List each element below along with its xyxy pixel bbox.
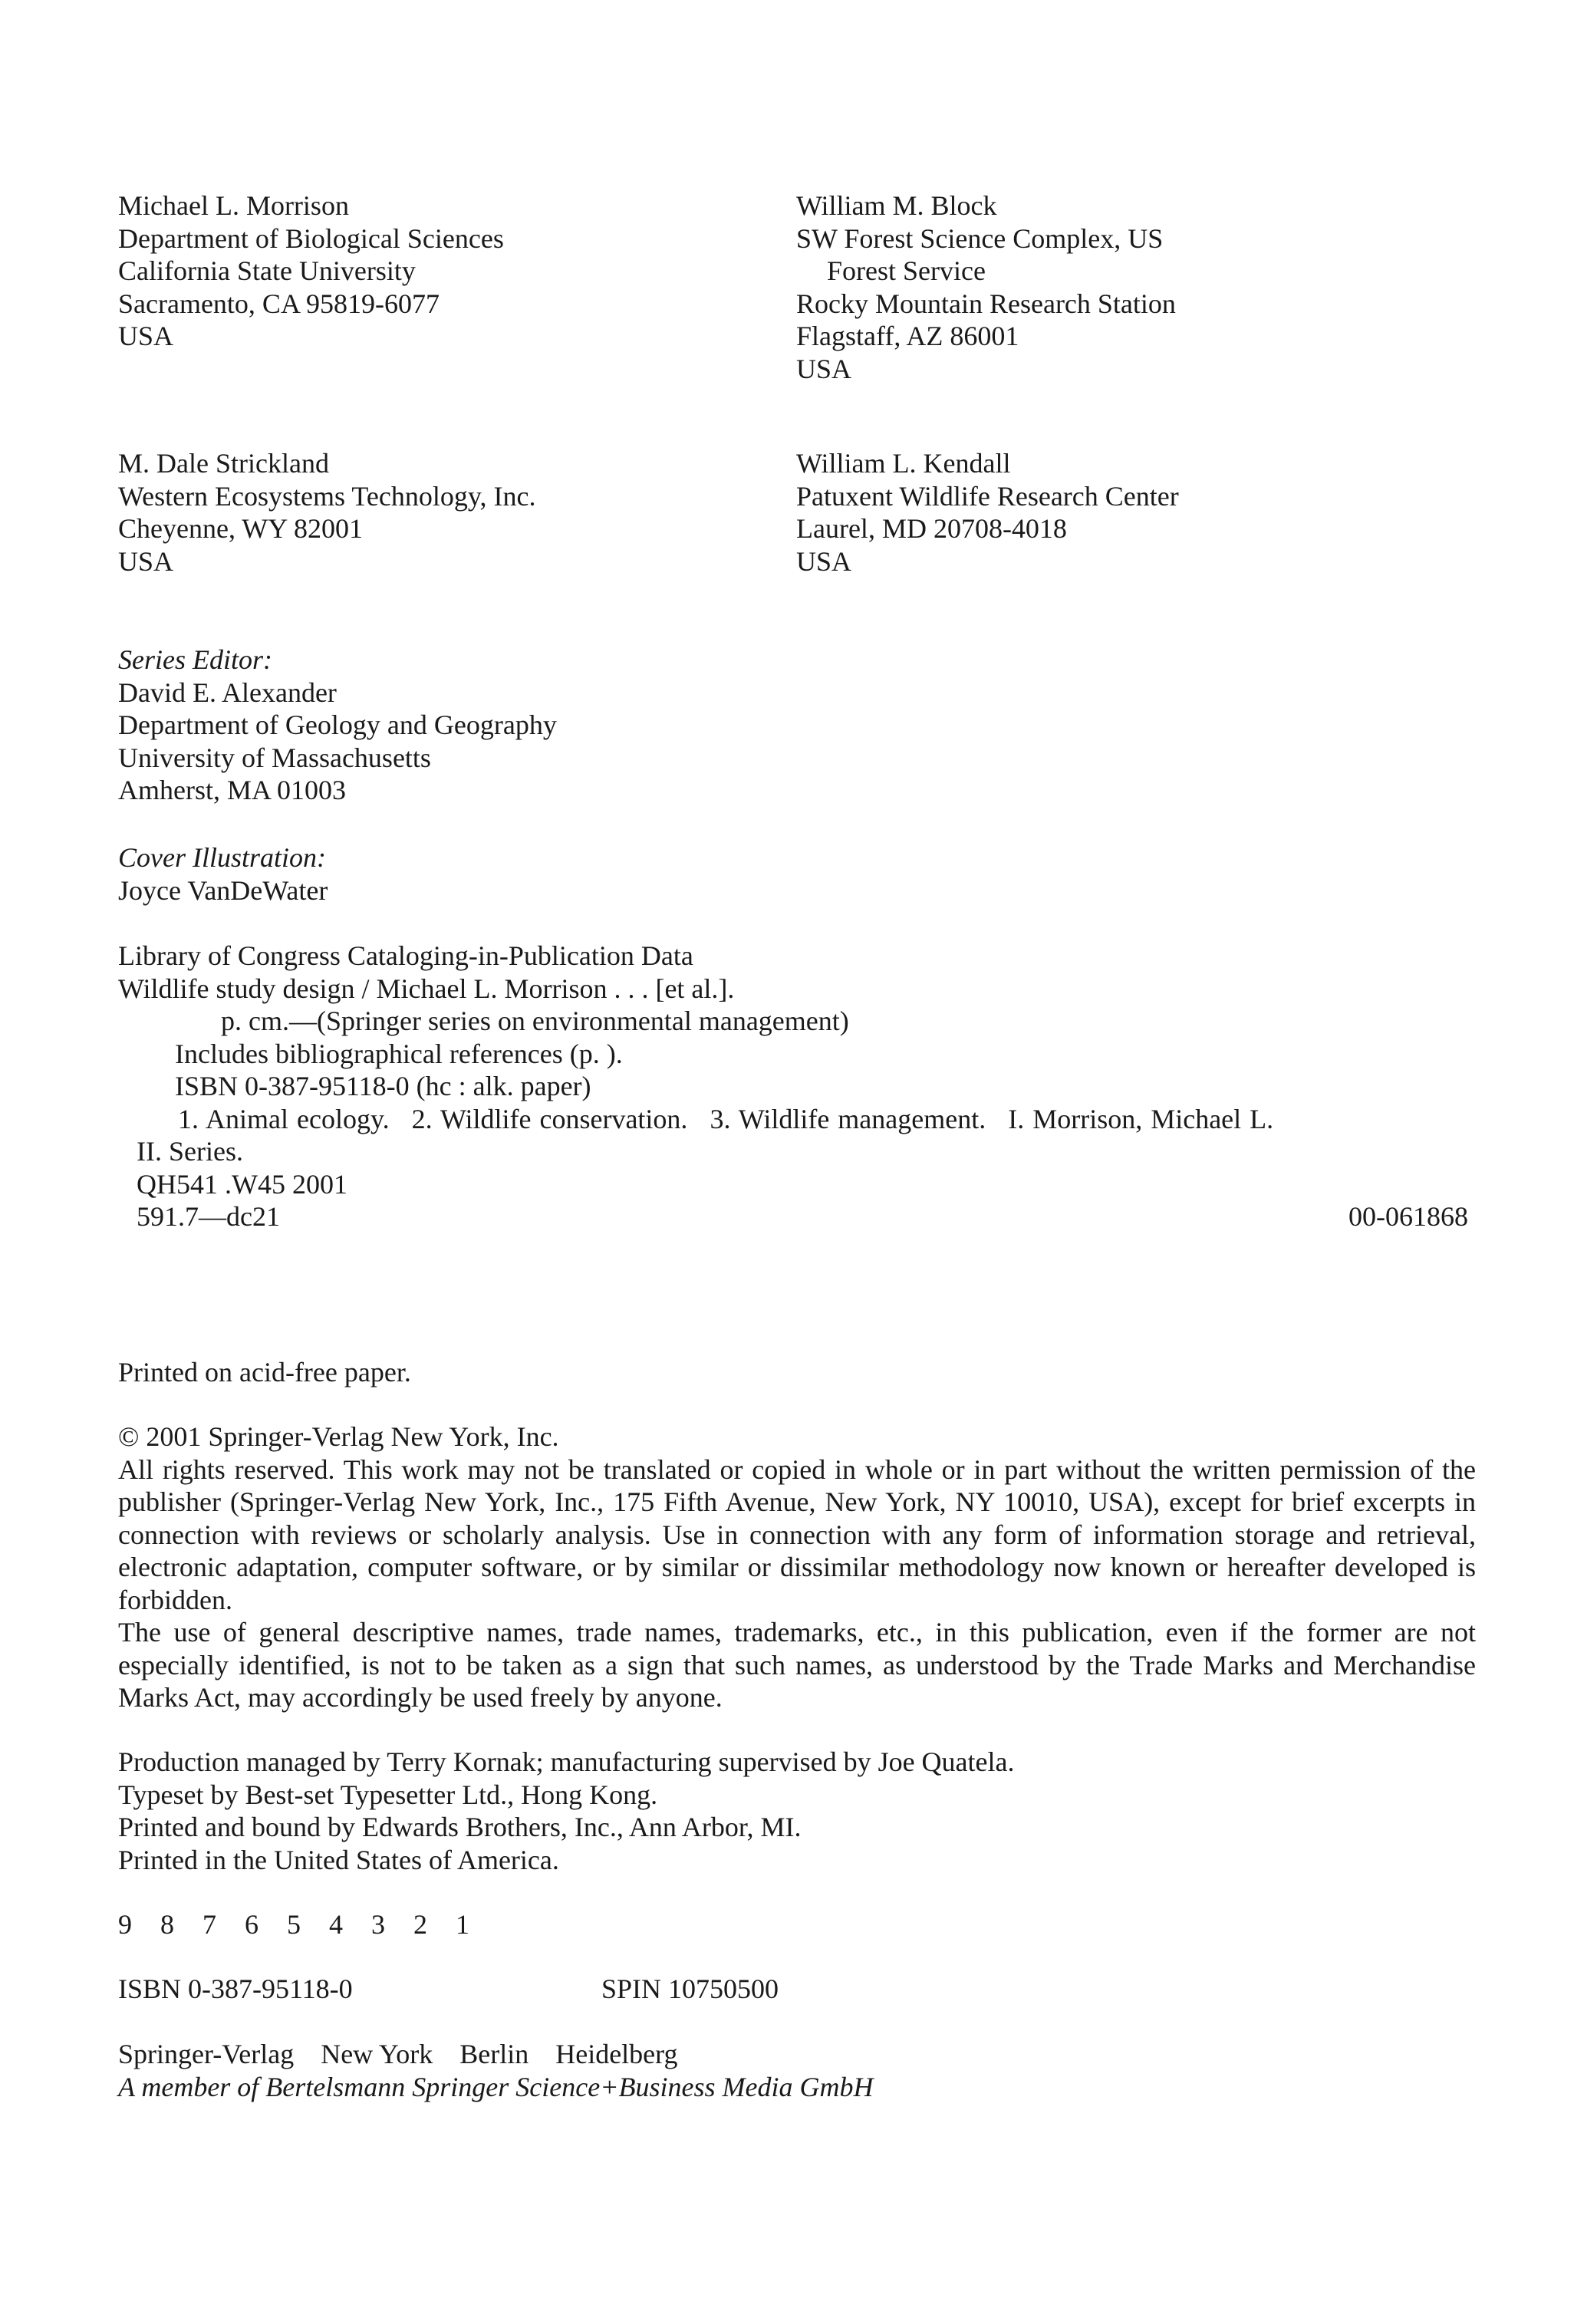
cip-subject: I. Morrison, Michael L. <box>1008 1103 1274 1134</box>
production-line: Production managed by Terry Kornak; manufacturing supervised by Joe Quatela. <box>118 1746 1015 1777</box>
address-line: Sacramento, CA 95819-6077 <box>118 288 440 319</box>
cip-bib-line: Includes bibliographical references (p. ). <box>175 1038 623 1069</box>
cip-dewey: 591.7—dc21 <box>137 1201 280 1232</box>
cip-isbn-line: ISBN 0-387-95118-0 (hc : alk. paper) <box>175 1071 591 1101</box>
spin: SPIN 10750500 <box>601 1973 779 2004</box>
author-address-kendall <box>796 447 1179 578</box>
printer-key-numbers: 9 8 7 6 5 4 3 2 1 <box>118 1909 480 1940</box>
cip-lccn: 00-061868 <box>1348 1201 1468 1232</box>
address-line: University of Massachusetts <box>118 742 431 773</box>
series-editor <box>118 644 557 807</box>
address-line: Laurel, MD 20708-4018 <box>796 513 1067 544</box>
address-line: USA <box>118 545 174 577</box>
isbn-row <box>118 1973 779 2006</box>
address-line: Forest Service <box>827 255 986 286</box>
author-address-block <box>796 189 1176 385</box>
address-line: Cheyenne, WY 82001 <box>118 513 363 544</box>
address-line: California State University <box>118 255 416 286</box>
production-credits <box>118 1746 1015 1876</box>
publisher-city: New York <box>321 2039 433 2069</box>
address-line: Rocky Mountain Research Station <box>796 288 1176 319</box>
cip-series-cont: II. Series. <box>137 1136 243 1167</box>
author-name: M. Dale Strickland <box>118 448 329 479</box>
editor-name: David E. Alexander <box>118 676 337 708</box>
production-line: Printed in the United States of America. <box>118 1844 559 1875</box>
publisher-city: Heidelberg <box>555 2039 678 2069</box>
publisher-city: Berlin <box>459 2039 529 2069</box>
publisher-member-line: A member of Bertelsmann Springer Science+Business Media GmbH <box>118 2071 874 2102</box>
production-line: Typeset by Best-set Typesetter Ltd., Hong Kong. <box>118 1779 658 1810</box>
cip-subject: 2. Wildlife conservation. <box>411 1103 688 1134</box>
address-line: Amherst, MA 01003 <box>118 775 346 805</box>
cip-classification-row <box>118 1200 1468 1233</box>
cip-call-number: QH541 .W45 2001 <box>137 1168 347 1200</box>
cover-illustration-heading: Cover Illustration: <box>118 842 326 873</box>
cip-subject: 1. Animal ecology. <box>178 1103 390 1134</box>
isbn: ISBN 0-387-95118-0 <box>118 1973 353 2004</box>
copyright-section <box>118 1420 1476 1714</box>
publisher-name: Springer-Verlag <box>118 2039 295 2069</box>
trademarks-paragraph: The use of general descriptive names, trade names, trademarks, etc., in this publication, even if the former are not especially identified, is not to be taken as a sign that such names, as understood by the Trade Marks and Merchandise Marks Act, may accordingly be used freely by anyone. <box>118 1617 1476 1713</box>
address-line: USA <box>118 321 174 351</box>
author-name: Michael L. Morrison <box>118 190 349 221</box>
cip-series-line: p. cm.—(Springer series on environmental management) <box>221 1006 849 1036</box>
address-line: Department of Biological Sciences <box>118 222 504 254</box>
publisher-info <box>118 2038 873 2103</box>
cip-heading: Library of Congress Cataloging-in-Publication Data <box>118 940 693 971</box>
cip-subject: 3. Wildlife management. <box>710 1103 986 1134</box>
acid-free-note <box>118 1356 411 1389</box>
address-line: USA <box>796 545 852 577</box>
address-line: USA <box>796 353 852 384</box>
author-address-morrison <box>118 189 504 353</box>
cover-illustration <box>118 841 328 907</box>
illustrator-name: Joyce VanDeWater <box>118 874 328 906</box>
cip-subjects <box>118 1103 1468 1136</box>
address-line: Department of Geology and Geography <box>118 709 557 740</box>
cip-data <box>118 940 1468 1233</box>
author-address-strickland <box>118 447 535 578</box>
publisher-cities <box>118 2038 873 2071</box>
production-line: Printed and bound by Edwards Brothers, Inc., Ann Arbor, MI. <box>118 1812 802 1842</box>
address-line: Flagstaff, AZ 86001 <box>796 321 1019 351</box>
copyright-notice: © 2001 Springer-Verlag New York, Inc. <box>118 1421 559 1452</box>
author-name: William M. Block <box>796 190 997 221</box>
cip-title-line: Wildlife study design / Michael L. Morrison . . . [et al.]. <box>118 973 735 1004</box>
printer-key <box>118 1908 480 1941</box>
address-line: Western Ecosystems Technology, Inc. <box>118 480 536 512</box>
acid-free-text: Printed on acid-free paper. <box>118 1357 411 1387</box>
address-line: SW Forest Science Complex, US <box>796 222 1164 254</box>
author-name: William L. Kendall <box>796 448 1011 479</box>
series-editor-heading: Series Editor: <box>118 644 272 675</box>
address-line: Patuxent Wildlife Research Center <box>796 480 1179 512</box>
rights-paragraph: All rights reserved. This work may not be translated or copied in whole or in part without the written permission of the publisher (Springer-Verlag New York, Inc., 175 Fifth Avenue, New York, NY 10010, USA), except for brief excerpts in connection with reviews or scholarly analysis. Use in connection with any form of information storage and retrieval, electronic adaptation, computer software, or by similar or dissimilar methodology now known or hereafter developed is forbidden. <box>118 1453 1476 1615</box>
